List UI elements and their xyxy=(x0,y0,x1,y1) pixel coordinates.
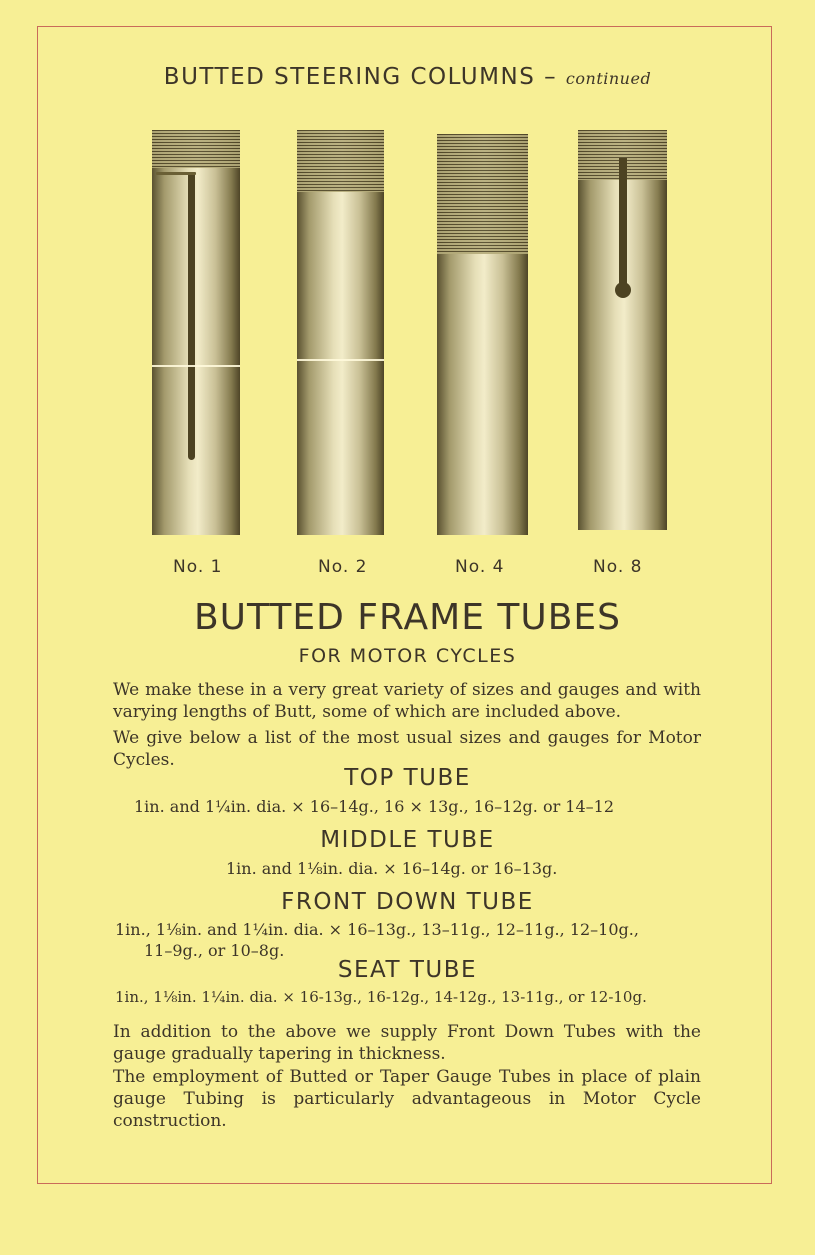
tube-thread xyxy=(437,134,528,254)
middle-tube-heading: MIDDLE TUBE xyxy=(320,827,495,853)
section-title: BUTTED FRAME TUBES xyxy=(193,597,622,638)
closing-paragraph-1: In addition to the above we supply Front Down Tubes with the gauge gradually tapering in thickness. xyxy=(113,1022,701,1064)
tube-image-no-8 xyxy=(578,130,667,530)
top-tube-heading: TOP TUBE xyxy=(344,765,471,791)
seat-tube-spec: 1in., 1⅛in. 1¼in. dia. × 16-13g., 16-12g., 14-12g., 13-11g., or 12-10g. xyxy=(115,988,647,1006)
tube-image-no-1 xyxy=(152,130,240,535)
header-continued: continued xyxy=(565,69,652,88)
figure-label-no-4: No. 4 xyxy=(455,557,505,577)
tube-image-no-4 xyxy=(437,134,528,535)
section-subtitle: FOR MOTOR CYCLES xyxy=(298,645,517,667)
tube-image-no-2 xyxy=(297,130,384,535)
butt-seam xyxy=(152,365,240,367)
page-header xyxy=(0,64,815,90)
figure-label-no-8: No. 8 xyxy=(593,557,643,577)
front-down-tube-spec-line-1: 1in., 1⅛in. and 1¼in. dia. × 16–13g., 13–11g., 12–11g., 12–10g., xyxy=(115,920,639,939)
figure-label-no-1: No. 1 xyxy=(173,557,223,577)
butt-seam xyxy=(297,359,384,361)
top-tube-spec: 1in. and 1¼in. dia. × 16–14g., 16 × 13g., 16–12g. or 14–12 xyxy=(134,797,615,816)
front-down-tube-heading: FRONT DOWN TUBE xyxy=(281,889,534,915)
tube-slot xyxy=(188,175,195,460)
tube-slot xyxy=(619,158,627,288)
front-down-tube-spec-line-2: 11–9g., or 10–8g. xyxy=(144,941,285,960)
closing-paragraph-2: The employment of Butted or Taper Gauge Tubes in place of plain gauge Tubing is particularly advantageous in Motor Cycle construction. xyxy=(113,1067,701,1131)
seat-tube-heading: SEAT TUBE xyxy=(337,957,478,983)
tube-thread xyxy=(297,130,384,192)
tube-thread xyxy=(152,130,240,168)
header-title: BUTTED STEERING COLUMNS – xyxy=(163,64,558,90)
figure-label-no-2: No. 2 xyxy=(318,557,368,577)
intro-paragraph-1: We make these in a very great variety of sizes and gauges and with varying lengths of Butt, some of which are included above. xyxy=(113,680,701,722)
middle-tube-spec: 1in. and 1⅛in. dia. × 16–14g. or 16–13g. xyxy=(226,859,558,878)
intro-paragraph-2: We give below a list of the most usual sizes and gauges for Motor Cycles. xyxy=(113,728,701,770)
